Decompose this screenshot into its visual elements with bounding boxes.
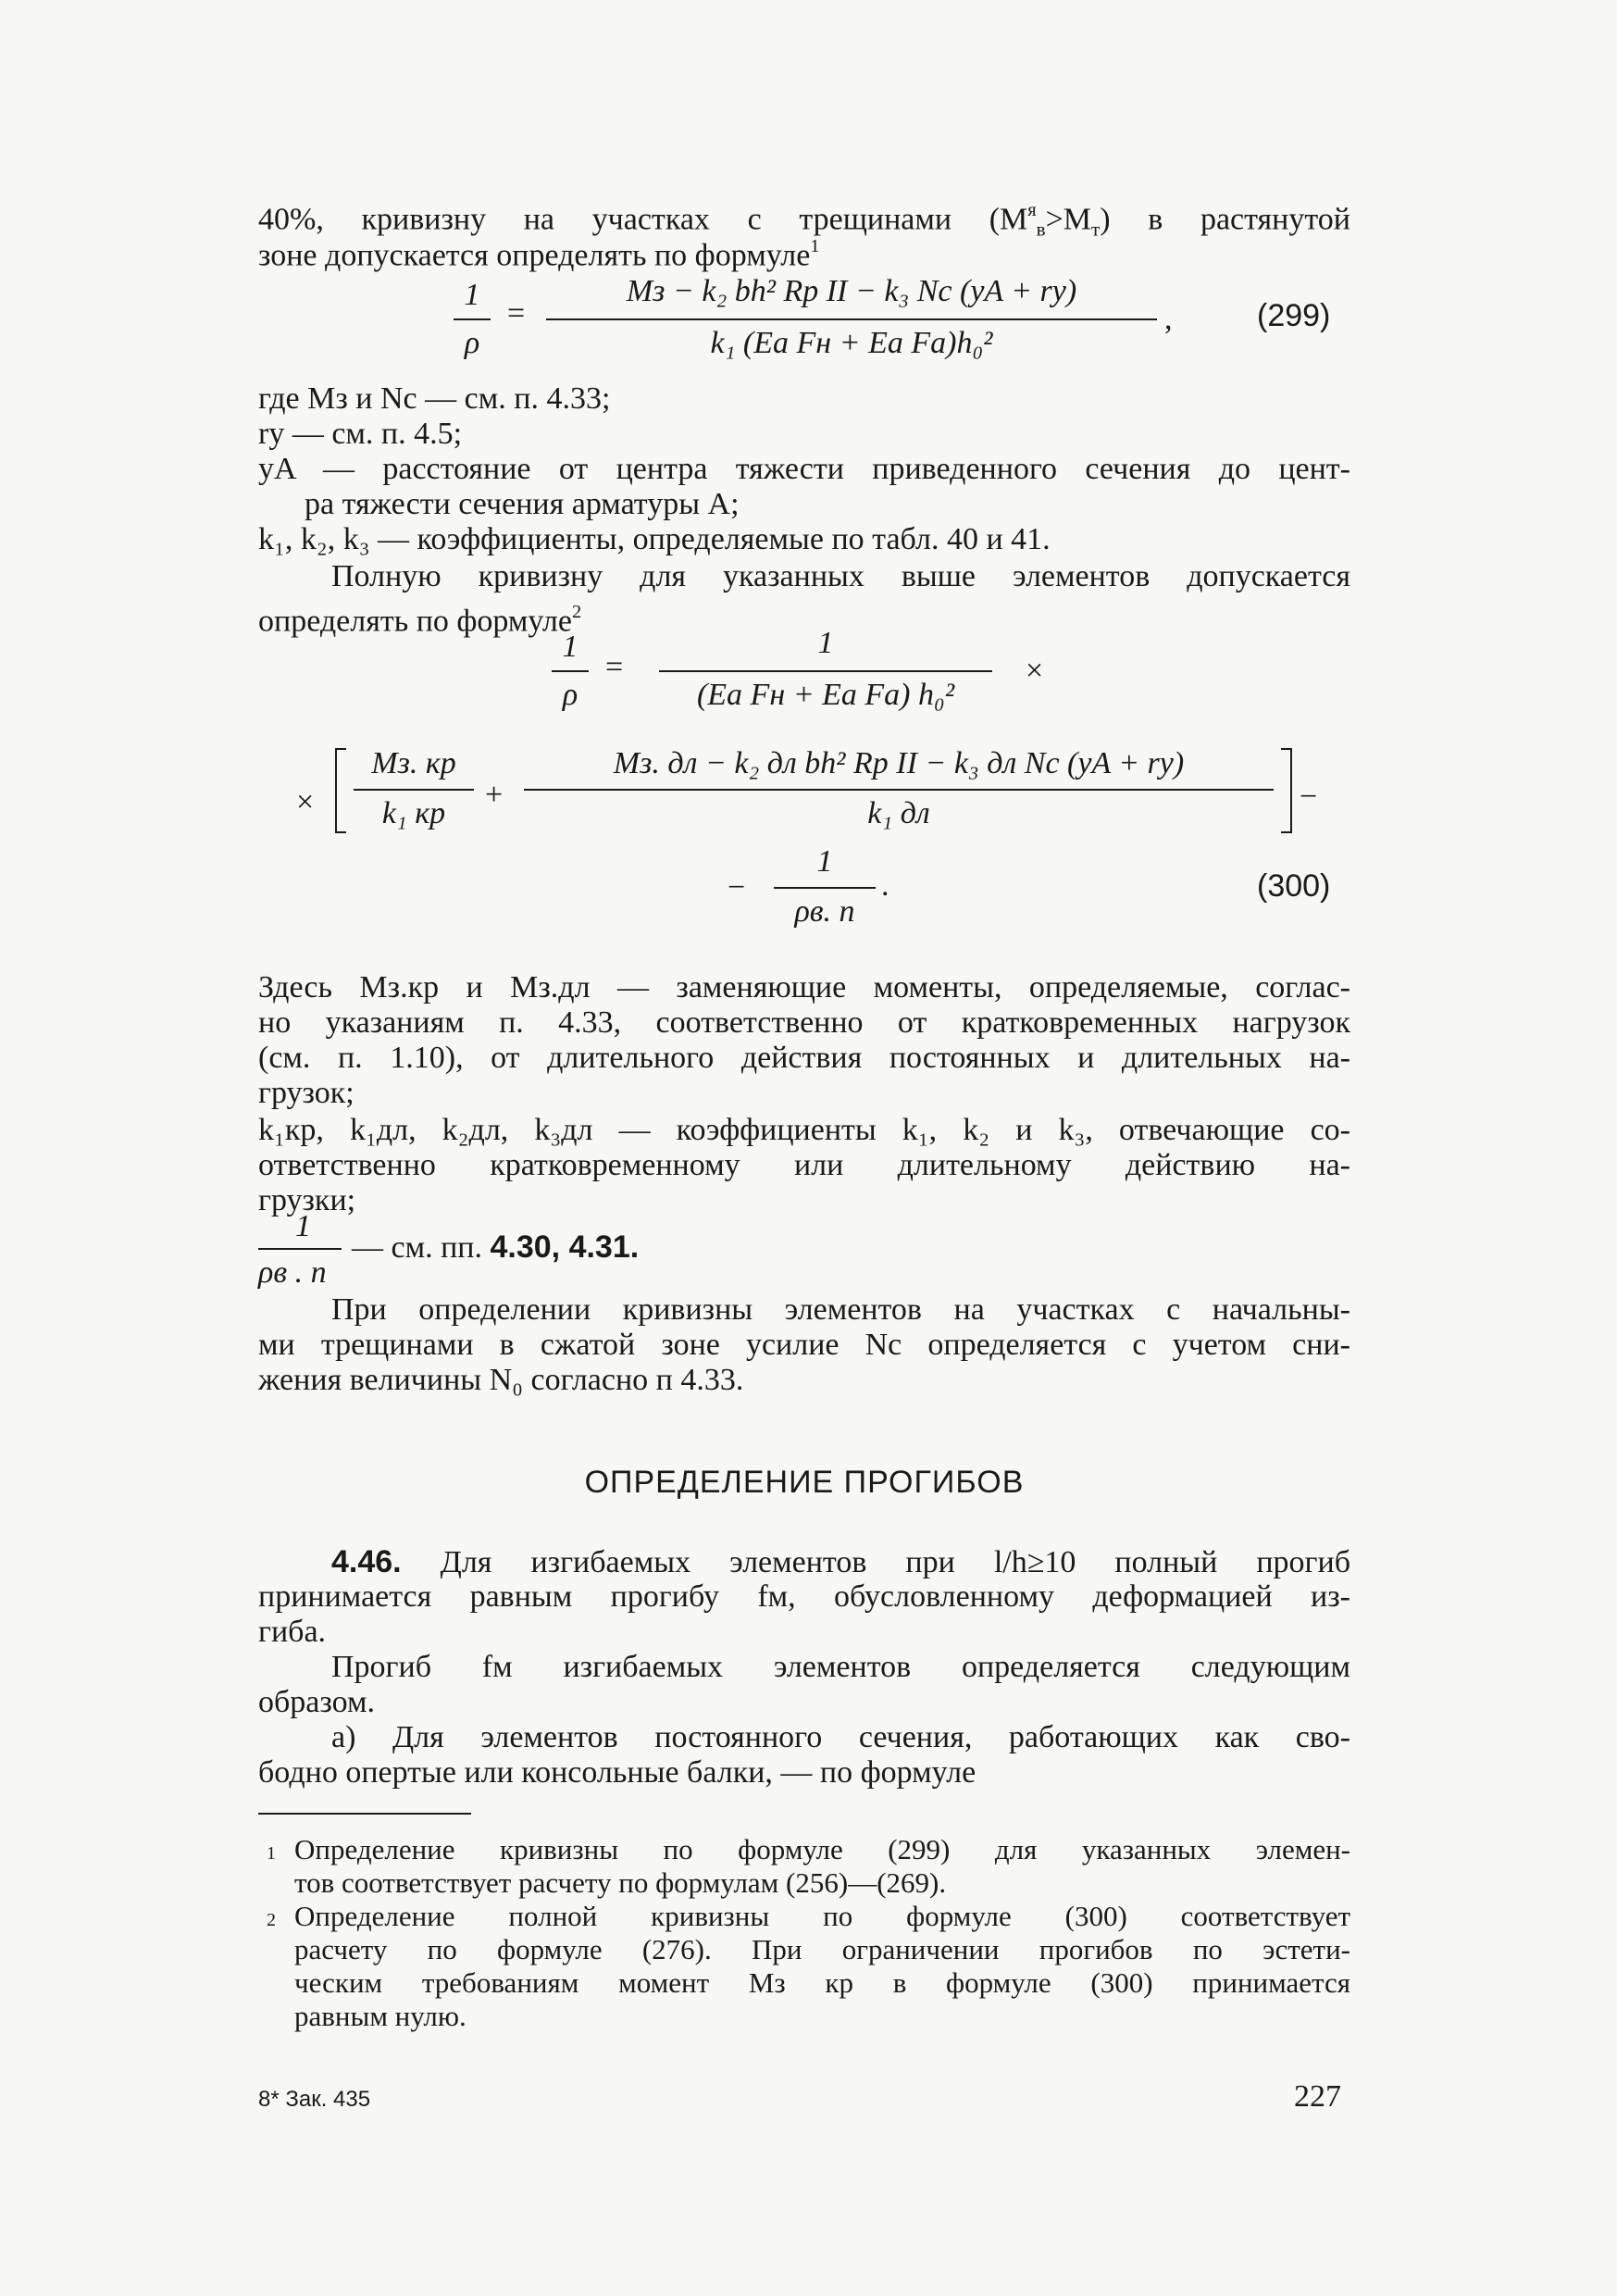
eq300-b2-num: Mз. дл − k₂ дл bh² Rp II − k₃ дл Nc (yA + ry) [613, 746, 1185, 780]
eq300-left-bracket [335, 748, 346, 833]
eq300-b1-den: k₁ кр [381, 796, 446, 830]
eq300-f1-den: (Eа Fн + Eа Fа) h₀² [696, 678, 955, 712]
eq300-dot: . [881, 868, 889, 903]
eq299-lhs-num: 1 [464, 278, 480, 312]
eq299-bar [546, 318, 1157, 320]
eq300-b1-bar [354, 789, 474, 791]
rho-ref-bar [258, 1248, 342, 1250]
eq300-lhs-num: 1 [562, 630, 578, 664]
para1-line1: 40%, кривизну на участках с трещинами $(M^я_в>M_т)$ в растянутой [258, 200, 1350, 241]
footnote-2-line4: равным нулю. [294, 2000, 466, 2032]
eq299-equals: = [507, 296, 526, 331]
footnote-2-line3: ческим требованиям момент Mз кр в формуле (300) принимается [294, 1966, 1350, 1999]
rho-ref-den: ρв . п [258, 1255, 327, 1290]
here-line-3: (см. п. 1.10), от длительного действия постоянных и длительных на- [258, 1041, 1350, 1075]
eq299-denominator: k₁ (Eа Fн + Eа Fа)h₀² [710, 326, 993, 360]
here-line-4: грузок; [258, 1076, 354, 1110]
here-line-1: Здесь Mз.кр и Mз.дл — заменяющие моменты, определяемые, соглас- [258, 970, 1350, 1004]
eq299-lhs-bar [454, 318, 491, 320]
eq300-number: (300) [1257, 868, 1331, 904]
k-line-3: грузки; [258, 1183, 356, 1217]
eq300-last-num: 1 [816, 844, 833, 879]
footnote-1-line2: тов соответствует расчету по формулам (256)—(269). [294, 1866, 947, 1899]
eq299-number: (299) [1257, 298, 1331, 333]
para5-line1: а) Для элементов постоянного сечения, работающих как сво- [331, 1720, 1350, 1754]
eq300-lhs-den: ρ [562, 678, 578, 712]
k-line-1: k₁кр, k₁дл, k₂дл, k₃дл — коэффициенты k₁, k₂ и k₃, отвечающие со- [258, 1113, 1350, 1147]
eq299-lhs-den: ρ [464, 326, 480, 360]
footnote-1-line1: Определение кривизны по формуле (299) для указанных элемен- [294, 1833, 1350, 1866]
s446-line2: принимается равным прогибу fм, обусловленному деформацией из- [258, 1579, 1350, 1614]
k-line-2: ответственно кратковременному или длительному действию на- [258, 1148, 1350, 1182]
eq300-b2-den: k₁ дл [867, 796, 930, 830]
eq300-equals: = [605, 650, 624, 684]
footnote-2-line2: расчету по формуле (276). При ограничении прогибов по эстети- [294, 1933, 1350, 1965]
para2-line2: определять по формуле$^2$ [258, 602, 582, 639]
para3-line1: При определении кривизны элементов на участках с начальны- [331, 1292, 1350, 1327]
eq300-b1-num: Mз. кр [371, 746, 456, 780]
eq300-minus1: − [1300, 780, 1318, 814]
eq299-comma: , [1164, 302, 1173, 336]
eq300-times: × [1026, 654, 1044, 688]
eq300-lhs-bar [552, 670, 589, 672]
eq300-last-bar [774, 887, 876, 889]
eq299-numerator: Mз − k₂ bh² Rp II − k₃ Nc (yA + ry) [626, 274, 1077, 308]
eq300-f1-bar [659, 670, 992, 672]
section-heading: ОПРЕДЕЛЕНИЕ ПРОГИБОВ [584, 1465, 1025, 1500]
para3-line3: жения величины N₀ согласно п 4.33. [258, 1363, 744, 1397]
where-line-3b: ра тяжести сечения арматуры A; [305, 487, 740, 521]
page-number: 227 [1294, 2079, 1341, 2114]
footnote-2-line1: Определение полной кривизны по формуле (300) соответствует [294, 1900, 1350, 1932]
s446-line1: 4.46. Для изгибаемых элементов при l/h≥10 полный прогиб [331, 1544, 1350, 1579]
rho-ref-num: 1 [295, 1209, 311, 1243]
eq300-right-bracket [1281, 748, 1292, 833]
rho-ref-text: — см. пп. 4.30, 4.31. [352, 1229, 640, 1265]
where-line-4: k₁, k₂, k₃ — коэффициенты, определяемые по табл. 40 и 41. [258, 522, 1051, 556]
footnote-1-mark: 1 [267, 1843, 276, 1864]
para2-line1: Полную кривизну для указанных выше элементов допускается [331, 559, 1350, 593]
footer-order-mark: 8* Зак. 435 [258, 2087, 371, 2112]
para5-line2: бодно опертые или консольные балки, — по формуле [258, 1755, 976, 1790]
eq300-f1-num: 1 [817, 626, 834, 660]
footnote-2-mark: 2 [267, 1910, 276, 1930]
para4-line2: образом. [258, 1685, 375, 1719]
eq300-minus2: − [728, 870, 746, 905]
here-line-2: но указаниям п. 4.33, соответственно от кратковременных нагрузок [258, 1005, 1350, 1040]
eq300-times2: × [296, 785, 315, 819]
eq300-plus: + [485, 778, 504, 812]
where-line-1: где Mз и Nc — см. п. 4.33; [258, 381, 611, 416]
para3-line2: ми трещинами в сжатой зоне усилие Nc определяется с учетом сни- [258, 1328, 1350, 1362]
eq300-b2-bar [524, 789, 1274, 791]
para1-line2: зоне допускается определять по формуле$^1$ [258, 236, 820, 273]
s446-line3: гиба. [258, 1615, 327, 1649]
para4-line1: Прогиб fм изгибаемых элементов определяется следующим [331, 1650, 1350, 1684]
eq300-last-den: ρв. п [794, 894, 855, 929]
where-line-2: ry — см. п. 4.5; [258, 417, 463, 451]
footnote-rule [258, 1813, 471, 1815]
where-line-3a: yA — расстояние от центра тяжести приведенного сечения до цент- [258, 452, 1350, 486]
